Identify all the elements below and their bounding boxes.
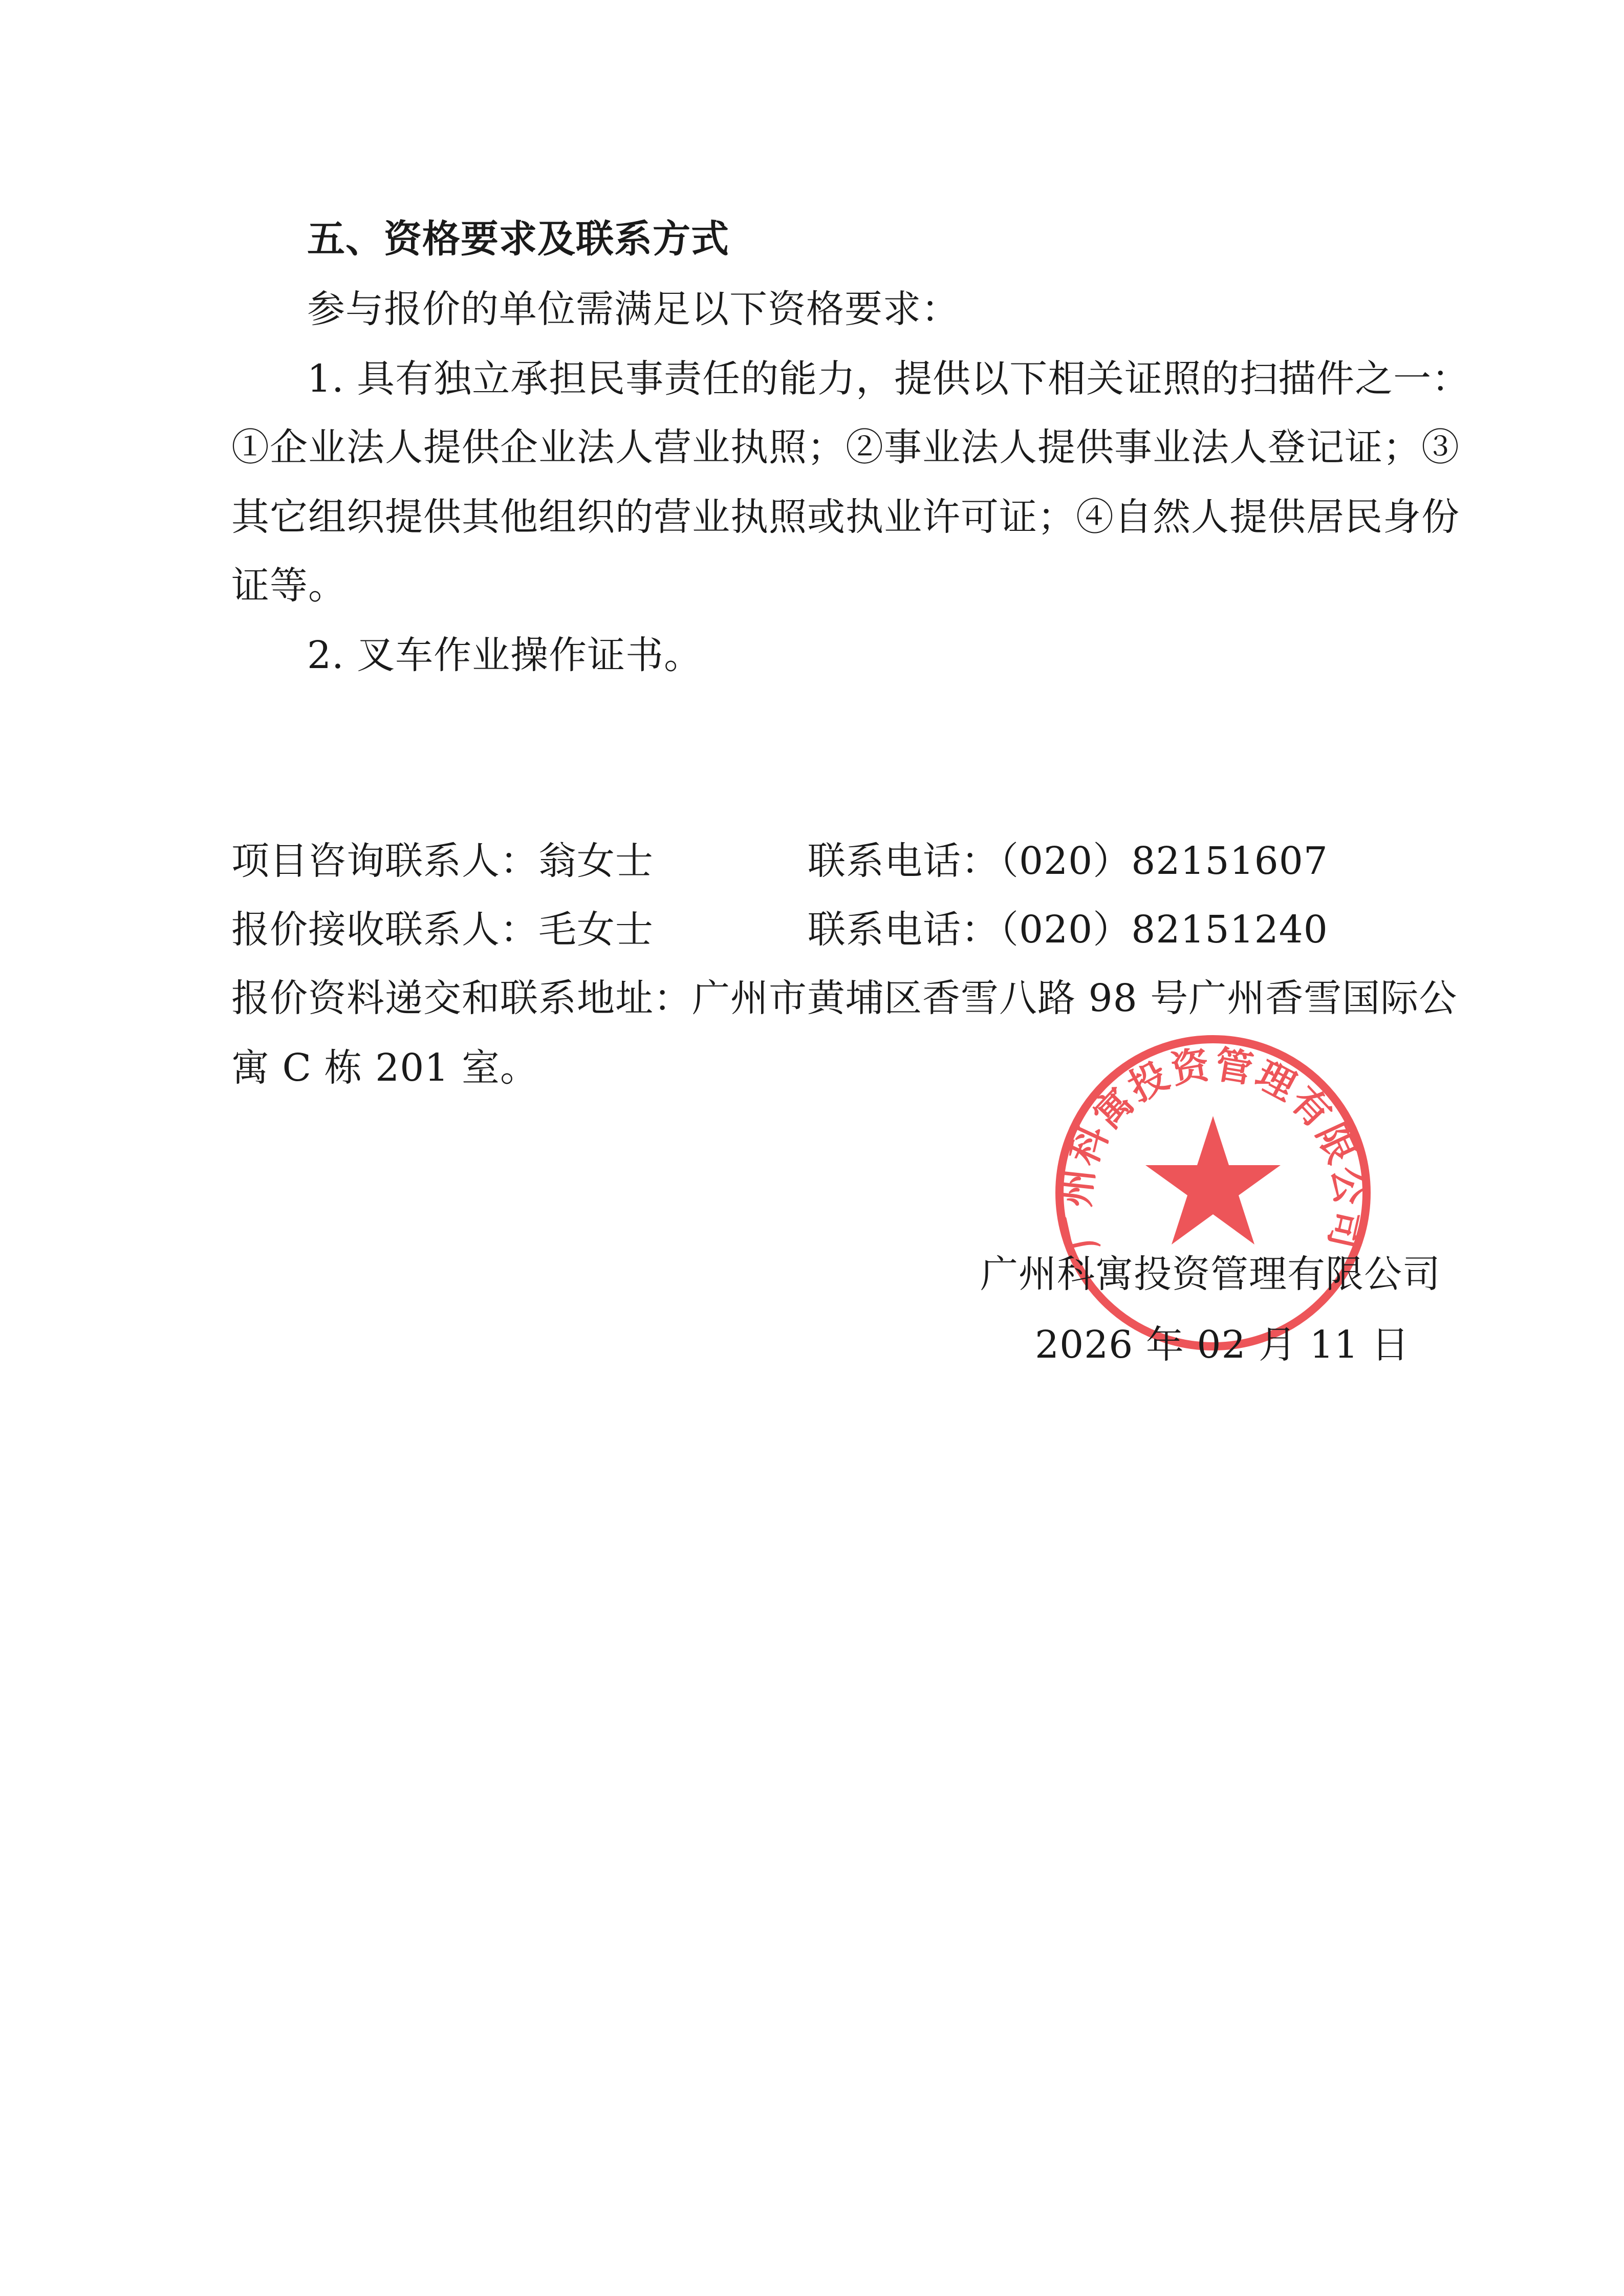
- section-heading: 五、资格要求及联系方式: [307, 217, 729, 261]
- requirement-1-line-2: ①企业法人提供企业法人营业执照；②事业法人提供事业法人登记证；③: [231, 425, 1460, 469]
- company-seal: [1049, 1029, 1377, 1357]
- receive-contact: 报价接收联系人：毛女士: [231, 908, 654, 952]
- requirement-1-line-3: 其它组织提供其他组织的营业执照或执业许可证；④自然人提供居民身份: [231, 495, 1460, 539]
- requirement-1-line-4: 证等。: [231, 564, 347, 608]
- requirement-1-line-1: 1. 具有独立承担民事责任的能力，提供以下相关证照的扫描件之一：: [307, 357, 1470, 401]
- signature-company: 广州科寓投资管理有限公司: [980, 1252, 1441, 1296]
- consult-phone: 联系电话：（020）82151607: [808, 839, 1328, 883]
- address-line-2: 寓 C 栋 201 室。: [231, 1046, 538, 1090]
- star-icon: [1145, 1116, 1281, 1244]
- signature-date: 2026 年 02 月 11 日: [1035, 1323, 1410, 1367]
- requirement-2: 2. 叉车作业操作证书。: [307, 633, 703, 677]
- consult-contact: 项目咨询联系人：翁女士: [231, 839, 654, 883]
- seal-text: 广州科寓投资管理有限公司: [1054, 1042, 1372, 1255]
- receive-phone: 联系电话：（020）82151240: [808, 908, 1328, 952]
- address-line-1: 报价资料递交和联系地址：广州市黄埔区香雪八路 98 号广州香雪国际公: [231, 976, 1458, 1020]
- intro-text: 参与报价的单位需满足以下资格要求：: [307, 287, 960, 331]
